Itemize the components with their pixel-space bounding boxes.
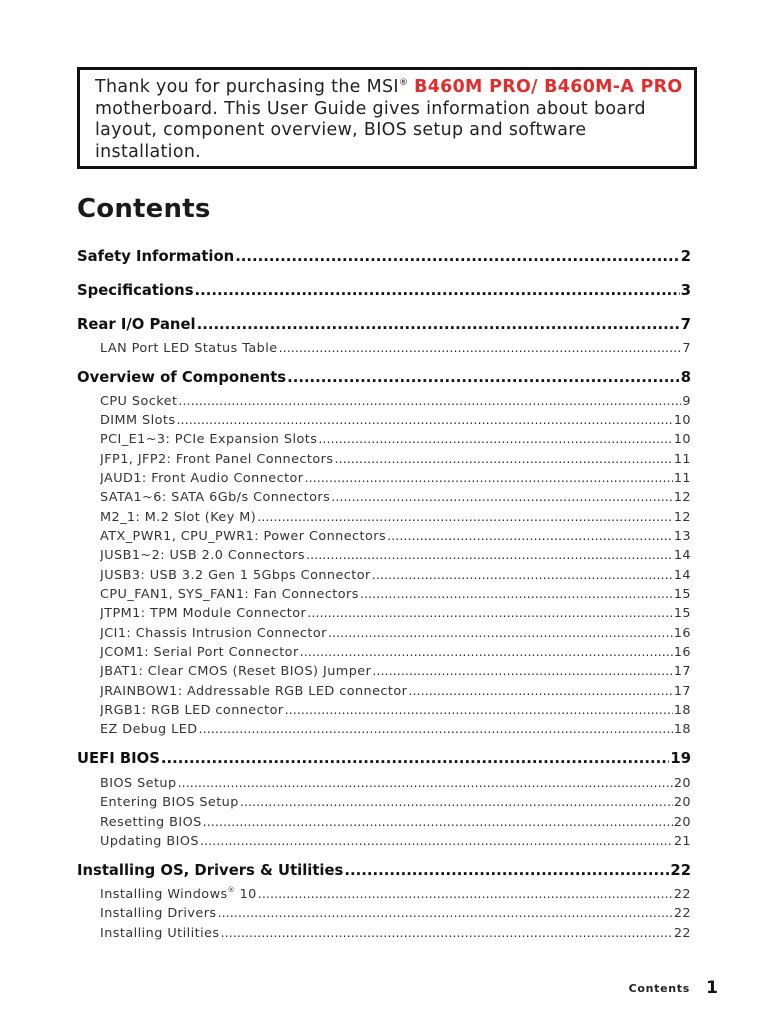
toc-page-number: 22 — [673, 926, 691, 941]
toc-subsection-entry[interactable] — [100, 567, 691, 585]
model-name: B460M PRO/ B460M-A PRO — [414, 77, 683, 97]
dot-leader — [178, 393, 681, 411]
dot-leader — [199, 721, 673, 739]
toc-entry-label: BIOS Setup — [100, 776, 177, 791]
toc-entry-label: JFP1, JFP2: Front Panel Connectors — [100, 452, 334, 467]
toc-entry-label: Installing Utilities — [100, 926, 220, 941]
toc-subsection-entry[interactable] — [100, 925, 691, 943]
toc-subsection-entry[interactable] — [100, 340, 691, 358]
dot-leader — [197, 314, 680, 336]
toc-entry-label: Specifications — [77, 282, 194, 299]
toc-entry-label: Resetting BIOS — [100, 815, 202, 830]
toc-subsection-entry[interactable] — [100, 644, 691, 662]
toc-entry-label: M2_1: M.2 Slot (Key M) — [100, 510, 257, 525]
intro-box — [77, 67, 697, 169]
toc-subsection-entry[interactable] — [100, 509, 691, 527]
toc-entry-label: JCI1: Chassis Intrusion Connector — [100, 626, 327, 641]
toc-entry-label: Safety Information — [77, 248, 235, 265]
toc-subsection-entry[interactable] — [100, 702, 691, 720]
dot-leader — [360, 586, 673, 604]
toc-page-number: 17 — [673, 664, 691, 679]
toc-page-number: 14 — [673, 568, 691, 583]
dot-leader — [161, 748, 669, 770]
toc-entry-label: JAUD1: Front Audio Connector — [100, 471, 304, 486]
toc-section-entry[interactable] — [77, 246, 691, 268]
registered-mark: ® — [227, 886, 236, 894]
dot-leader — [306, 547, 673, 565]
toc-page-number: 8 — [680, 369, 691, 386]
dot-leader — [344, 860, 669, 882]
toc-entry-label: CPU_FAN1, SYS_FAN1: Fan Connectors — [100, 587, 359, 602]
toc-entry-label: LAN Port LED Status Table — [100, 341, 278, 356]
toc-section-entry[interactable] — [77, 314, 691, 336]
toc-page-number: 15 — [673, 587, 691, 602]
dot-leader — [300, 644, 673, 662]
toc-entry-label: Installing Drivers — [100, 906, 217, 921]
toc-page-number: 18 — [673, 703, 691, 718]
toc-subsection-entry[interactable] — [100, 451, 691, 469]
toc-subsection-entry[interactable] — [100, 794, 691, 812]
toc-page-number: 16 — [673, 626, 691, 641]
toc-entry-label: JCOM1: Serial Port Connector — [100, 645, 299, 660]
dot-leader — [221, 925, 673, 943]
dot-leader — [178, 775, 673, 793]
toc-entry-label: CPU Socket — [100, 394, 178, 409]
toc-page-number: 18 — [673, 722, 691, 737]
dot-leader — [372, 663, 673, 681]
toc-entry-label: DIMM Slots — [100, 413, 176, 428]
dot-leader — [372, 567, 673, 585]
dot-leader — [279, 340, 682, 358]
toc-entry-label: EZ Debug LED — [100, 722, 198, 737]
footer-section-label: Contents — [628, 982, 690, 995]
toc-section-entry[interactable] — [77, 367, 691, 389]
dot-leader — [335, 451, 673, 469]
toc-entry-label: Overview of Components — [77, 369, 287, 386]
dot-leader — [257, 509, 673, 527]
dot-leader — [285, 702, 673, 720]
toc-section-entry[interactable] — [77, 748, 691, 770]
toc-subsection-entry[interactable] — [100, 431, 691, 449]
dot-leader — [235, 246, 680, 268]
toc-entry-label: JRAINBOW1: Addressable RGB LED connector — [100, 684, 408, 699]
toc-page-number: 20 — [673, 795, 691, 810]
toc-entry-label: JUSB3: USB 3.2 Gen 1 5Gbps Connector — [100, 568, 371, 583]
toc-page-number: 12 — [673, 490, 691, 505]
dot-leader — [195, 280, 680, 302]
toc-entry-label: Installing Windows® 10 — [100, 886, 257, 902]
toc-page-number: 21 — [673, 834, 691, 849]
toc-entry-label: JTPM1: TPM Module Connector — [100, 606, 307, 621]
toc-subsection-entry[interactable] — [100, 586, 691, 604]
toc-page-number: 20 — [673, 815, 691, 830]
toc-subsection-entry[interactable] — [100, 625, 691, 643]
toc-page-number: 13 — [673, 529, 691, 544]
toc-entry-label: JRGB1: RGB LED connector — [100, 703, 284, 718]
toc-subsection-entry[interactable] — [100, 470, 691, 488]
toc-entry-label: PCI_E1~3: PCIe Expansion Slots — [100, 432, 318, 447]
dot-leader — [305, 470, 673, 488]
toc-page-number: 22 — [673, 906, 691, 921]
toc-page-number: 7 — [682, 341, 691, 356]
toc-subsection-entry[interactable] — [100, 814, 691, 832]
dot-leader — [408, 683, 672, 701]
toc-title: Contents — [77, 194, 211, 224]
toc-page-number: 22 — [670, 862, 691, 879]
toc-subsection-entry[interactable] — [100, 663, 691, 681]
toc-section-entry[interactable] — [77, 860, 691, 882]
toc-entry-label: UEFI BIOS — [77, 750, 160, 767]
toc-section-entry[interactable] — [77, 280, 691, 302]
toc-subsection-entry[interactable] — [100, 412, 691, 430]
toc-page-number: 3 — [680, 282, 691, 299]
toc-page-number: 10 — [673, 413, 691, 428]
dot-leader — [328, 625, 673, 643]
dot-leader — [203, 814, 673, 832]
toc-entry-label: ATX_PWR1, CPU_PWR1: Power Connectors — [100, 529, 387, 544]
toc-subsection-entry[interactable] — [100, 393, 691, 411]
toc-page-number: 16 — [673, 645, 691, 660]
toc-page-number: 11 — [673, 471, 691, 486]
dot-leader — [176, 412, 672, 430]
dot-leader — [318, 431, 672, 449]
toc-entry-label: JBAT1: Clear CMOS (Reset BIOS) Jumper — [100, 664, 372, 679]
toc-subsection-entry[interactable] — [100, 683, 691, 701]
dot-leader — [258, 886, 673, 904]
toc-page-number: 9 — [682, 394, 691, 409]
dot-leader — [331, 489, 673, 507]
dot-leader — [240, 794, 673, 812]
toc-page-number: 17 — [673, 684, 691, 699]
toc-page-number: 12 — [673, 510, 691, 525]
toc-subsection-entry[interactable] — [100, 489, 691, 507]
registered-mark: ® — [398, 78, 409, 88]
toc-page-number: 10 — [673, 432, 691, 447]
footer-page-number: 1 — [706, 978, 718, 998]
toc-entry-label: Installing OS, Drivers & Utilities — [77, 862, 344, 879]
toc-subsection-entry[interactable] — [100, 886, 691, 904]
toc-page-number: 7 — [680, 316, 691, 333]
dot-leader — [200, 833, 673, 851]
toc-page-number: 22 — [673, 887, 691, 902]
dot-leader — [218, 905, 673, 923]
toc-page-number: 15 — [673, 606, 691, 621]
toc-page-number: 19 — [670, 750, 691, 767]
toc-subsection-entry[interactable] — [100, 775, 691, 793]
dot-leader — [307, 605, 673, 623]
toc-subsection-entry[interactable] — [100, 905, 691, 923]
toc-page-number: 14 — [673, 548, 691, 563]
dot-leader — [387, 528, 673, 546]
toc-entry-label: Entering BIOS Setup — [100, 795, 239, 810]
toc-entry-label: Rear I/O Panel — [77, 316, 196, 333]
toc-entry-label: SATA1~6: SATA 6Gb/s Connectors — [100, 490, 331, 505]
toc-subsection-entry[interactable] — [100, 605, 691, 623]
toc-subsection-entry[interactable] — [100, 833, 691, 851]
intro-text-start: Thank you for purchasing the MSI — [95, 77, 399, 97]
toc-page-number: 2 — [680, 248, 691, 265]
toc-subsection-entry[interactable] — [100, 547, 691, 565]
toc-page-number: 11 — [673, 452, 691, 467]
toc-entry-label: Updating BIOS — [100, 834, 199, 849]
toc-entry-label: JUSB1~2: USB 2.0 Connectors — [100, 548, 306, 563]
toc-page-number: 20 — [673, 776, 691, 791]
toc-subsection-entry[interactable] — [100, 528, 691, 546]
toc-subsection-entry[interactable] — [100, 721, 691, 739]
dot-leader — [287, 367, 680, 389]
intro-text-end: motherboard. This User Guide gives information about board layout, component overview, BIOS setup and software installation. — [95, 98, 646, 162]
